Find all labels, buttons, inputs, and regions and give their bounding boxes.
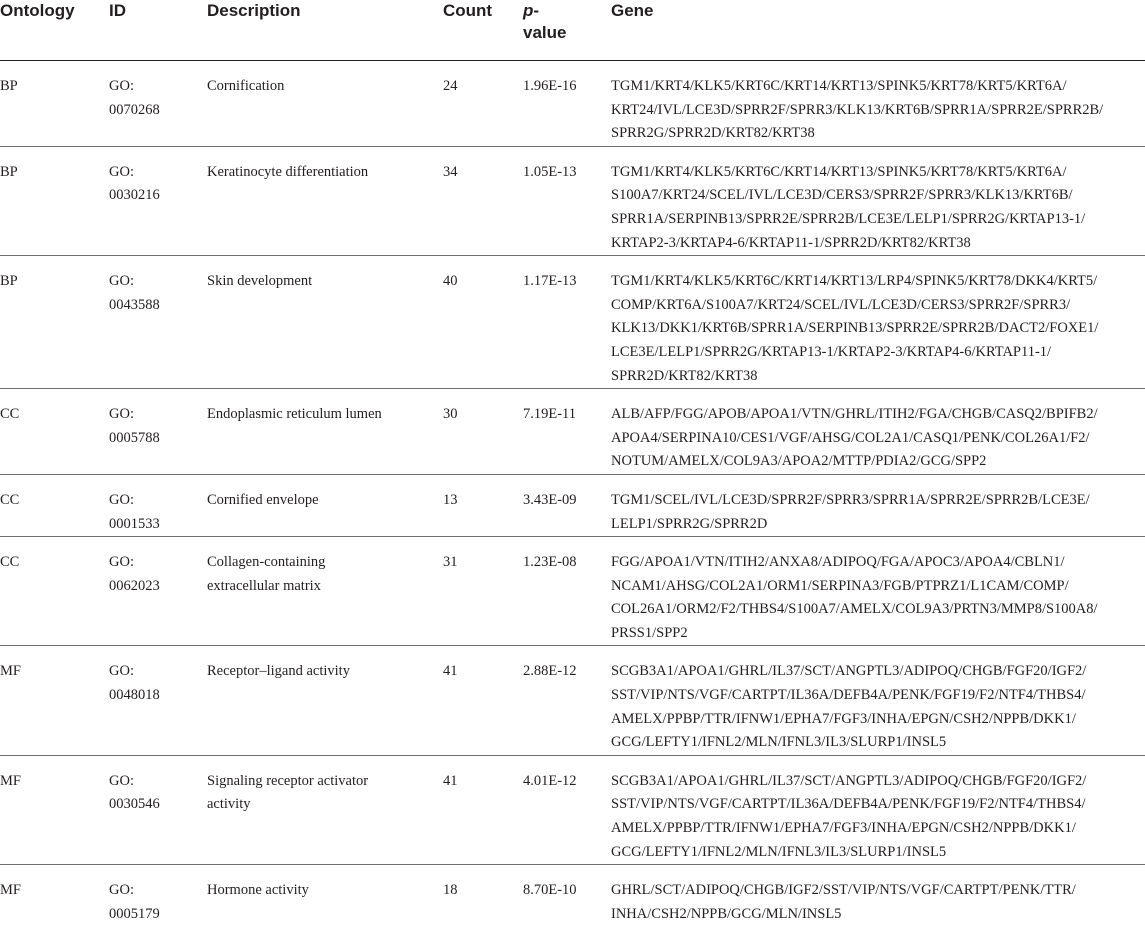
cell-pvalue: 8.70E-10 — [523, 865, 611, 926]
gene-line: KRTAP2-3/KRTAP4-6/KRTAP11-1/SPRR2D/KRT82/KRT38 — [611, 235, 971, 251]
cell-description: Cornification — [207, 61, 443, 147]
gene-line: PRSS1/SPP2 — [611, 625, 688, 641]
header-gene: Gene — [611, 0, 1145, 61]
cell-gene-list — [611, 474, 1145, 536]
description-line: activity — [207, 796, 251, 812]
gene-line: SCGB3A1/APOA1/GHRL/IL37/SCT/ANGPTL3/ADIPOQ/CHGB/FGF20/IGF2/ — [611, 663, 1086, 679]
cell-gene-list — [611, 256, 1145, 389]
header-id: ID — [109, 0, 207, 61]
cell-gene-list — [611, 865, 1145, 926]
cell-pvalue: 1.05E-13 — [523, 146, 611, 255]
gene-line: SST/VIP/NTS/VGF/CARTPT/IL36A/DEFB4A/PENK/FGF19/F2/NTF4/THBS4/ — [611, 687, 1086, 703]
header-row — [0, 0, 1145, 61]
cell-pvalue: 7.19E-11 — [523, 389, 611, 475]
cell-pvalue: 1.17E-13 — [523, 256, 611, 389]
cell-count: 41 — [443, 646, 523, 755]
go-id-number: 0043588 — [109, 297, 160, 313]
table-body — [0, 61, 1145, 926]
cell-description: Skin development — [207, 256, 443, 389]
cell-go-id — [109, 755, 207, 864]
cell-count: 34 — [443, 146, 523, 255]
gene-line: TGM1/KRT4/KLK5/KRT6C/KRT14/KRT13/SPINK5/KRT78/KRT5/KRT6A/ — [611, 78, 1067, 94]
go-id-number: 0030546 — [109, 796, 160, 812]
go-id-number: 0001533 — [109, 516, 160, 532]
table-row — [0, 256, 1145, 389]
gene-line: ALB/AFP/FGG/APOB/APOA1/VTN/GHRL/ITIH2/FGA/CHGB/CASQ2/BPIFB2/ — [611, 406, 1098, 422]
cell-go-id — [109, 865, 207, 926]
cell-description — [207, 755, 443, 864]
gene-line: LELP1/SPRR2G/SPRR2D — [611, 516, 767, 532]
gene-line: TGM1/KRT4/KLK5/KRT6C/KRT14/KRT13/SPINK5/KRT78/KRT5/KRT6A/ — [611, 164, 1067, 180]
cell-pvalue: 3.43E-09 — [523, 474, 611, 536]
cell-gene-list — [611, 146, 1145, 255]
gene-line: TGM1/SCEL/IVL/LCE3D/SPRR2F/SPRR3/SPRR1A/SPRR2E/SPRR2B/LCE3E/ — [611, 492, 1090, 508]
cell-gene-list — [611, 389, 1145, 475]
gene-line: APOA4/SERPINA10/CES1/VGF/AHSG/COL2A1/CASQ1/PENK/COL26A1/F2/ — [611, 430, 1090, 446]
gene-line: AMELX/PPBP/TTR/IFNW1/EPHA7/FGF3/INHA/EPGN/CSH2/NPPB/DKK1/ — [611, 820, 1076, 836]
cell-count: 13 — [443, 474, 523, 536]
cell-pvalue: 4.01E-12 — [523, 755, 611, 864]
header-count: Count — [443, 0, 523, 61]
cell-pvalue: 2.88E-12 — [523, 646, 611, 755]
gene-line: S100A7/KRT24/SCEL/IVL/LCE3D/CERS3/SPRR2F/SPRR3/KLK13/KRT6B/ — [611, 187, 1073, 203]
cell-description: Cornified envelope — [207, 474, 443, 536]
header-ontology: Ontology — [0, 0, 109, 61]
cell-description: Endoplasmic reticulum lumen — [207, 389, 443, 475]
gene-line: KRT24/IVL/LCE3D/SPRR2F/SPRR3/KLK13/KRT6B/SPRR1A/SPRR2E/SPRR2B/ — [611, 102, 1103, 118]
table-row — [0, 646, 1145, 755]
cell-ontology: BP — [0, 146, 109, 255]
gene-line: TGM1/KRT4/KLK5/KRT6C/KRT14/KRT13/LRP4/SPINK5/KRT78/DKK4/KRT5/ — [611, 273, 1097, 289]
cell-ontology: MF — [0, 646, 109, 755]
gene-line: LCE3E/LELP1/SPRR2G/KRTAP13-1/KRTAP2-3/KRTAP4-6/KRTAP11-1/ — [611, 344, 1051, 360]
table-row — [0, 755, 1145, 864]
cell-ontology: MF — [0, 755, 109, 864]
gene-line: COL26A1/ORM2/F2/THBS4/S100A7/AMELX/COL9A3/PRTN3/MMP8/S100A8/ — [611, 601, 1098, 617]
cell-count: 24 — [443, 61, 523, 147]
cell-count: 30 — [443, 389, 523, 475]
table-row — [0, 389, 1145, 475]
gene-line: AMELX/PPBP/TTR/IFNW1/EPHA7/FGF3/INHA/EPGN/CSH2/NPPB/DKK1/ — [611, 711, 1076, 727]
gene-line: NCAM1/AHSG/COL2A1/ORM1/SERPINA3/FGB/PTPRZ1/L1CAM/COMP/ — [611, 578, 1069, 594]
cell-ontology: BP — [0, 256, 109, 389]
gene-line: KLK13/DKK1/KRT6B/SPRR1A/SERPINB13/SPRR2E/SPRR2B/DACT2/FOXE1/ — [611, 320, 1098, 336]
table-row — [0, 537, 1145, 646]
cell-count: 41 — [443, 755, 523, 864]
gene-line: INHA/CSH2/NPPB/GCG/MLN/INSL5 — [611, 906, 841, 922]
go-id-number: 0070268 — [109, 102, 160, 118]
go-id-prefix: GO: — [109, 492, 134, 508]
cell-gene-list — [611, 755, 1145, 864]
go-id-prefix: GO: — [109, 273, 134, 289]
cell-go-id — [109, 389, 207, 475]
cell-go-id — [109, 61, 207, 147]
table-row — [0, 146, 1145, 255]
cell-count: 40 — [443, 256, 523, 389]
cell-ontology: CC — [0, 537, 109, 646]
cell-description — [207, 537, 443, 646]
table-row — [0, 865, 1145, 926]
gene-line: FGG/APOA1/VTN/ITIH2/ANXA8/ADIPOQ/FGA/APOC3/APOA4/CBLN1/ — [611, 554, 1065, 570]
header-pvalue-p: p — [523, 1, 533, 20]
go-id-prefix: GO: — [109, 78, 134, 94]
cell-go-id — [109, 256, 207, 389]
cell-go-id — [109, 474, 207, 536]
header-description: Description — [207, 0, 443, 61]
gene-line: GCG/LEFTY1/IFNL2/MLN/IFNL3/IL3/SLURP1/INSL5 — [611, 734, 946, 750]
cell-go-id — [109, 537, 207, 646]
cell-ontology: MF — [0, 865, 109, 926]
cell-go-id — [109, 646, 207, 755]
cell-ontology: CC — [0, 389, 109, 475]
header-pvalue — [523, 0, 611, 61]
gene-line: SPRR2G/SPRR2D/KRT82/KRT38 — [611, 125, 815, 141]
cell-gene-list — [611, 646, 1145, 755]
go-id-prefix: GO: — [109, 406, 134, 422]
go-id-prefix: GO: — [109, 554, 134, 570]
go-id-prefix: GO: — [109, 882, 134, 898]
table-row — [0, 474, 1145, 536]
cell-description: Receptor–ligand activity — [207, 646, 443, 755]
header-pvalue-word: value — [523, 23, 566, 42]
go-id-prefix: GO: — [109, 164, 134, 180]
header-pvalue-dash: - — [533, 1, 539, 20]
cell-gene-list — [611, 61, 1145, 147]
cell-pvalue: 1.23E-08 — [523, 537, 611, 646]
go-id-number: 0062023 — [109, 578, 160, 594]
cell-ontology: BP — [0, 61, 109, 147]
table-row — [0, 61, 1145, 147]
gene-line: SCGB3A1/APOA1/GHRL/IL37/SCT/ANGPTL3/ADIPOQ/CHGB/FGF20/IGF2/ — [611, 773, 1086, 789]
go-id-number: 0005179 — [109, 906, 160, 922]
gene-line: GCG/LEFTY1/IFNL2/MLN/IFNL3/IL3/SLURP1/INSL5 — [611, 844, 946, 860]
description-line: Signaling receptor activator — [207, 773, 368, 789]
table-header — [0, 0, 1145, 61]
cell-pvalue: 1.96E-16 — [523, 61, 611, 147]
gene-line: GHRL/SCT/ADIPOQ/CHGB/IGF2/SST/VIP/NTS/VGF/CARTPT/PENK/TTR/ — [611, 882, 1076, 898]
description-line: extracellular matrix — [207, 578, 321, 594]
gene-line: SST/VIP/NTS/VGF/CARTPT/IL36A/DEFB4A/PENK/FGF19/F2/NTF4/THBS4/ — [611, 796, 1086, 812]
cell-gene-list — [611, 537, 1145, 646]
go-id-number: 0005788 — [109, 430, 160, 446]
gene-line: NOTUM/AMELX/COL9A3/APOA2/MTTP/PDIA2/GCG/SPP2 — [611, 453, 986, 469]
gene-line: COMP/KRT6A/S100A7/KRT24/SCEL/IVL/LCE3D/CERS3/SPRR2F/SPRR3/ — [611, 297, 1070, 313]
go-id-prefix: GO: — [109, 663, 134, 679]
cell-count: 18 — [443, 865, 523, 926]
cell-description: Keratinocyte differentiation — [207, 146, 443, 255]
cell-description: Hormone activity — [207, 865, 443, 926]
description-line: Collagen-containing — [207, 554, 325, 570]
go-id-prefix: GO: — [109, 773, 134, 789]
cell-go-id — [109, 146, 207, 255]
cell-ontology: CC — [0, 474, 109, 536]
gene-line: SPRR2D/KRT82/KRT38 — [611, 368, 758, 384]
cell-count: 31 — [443, 537, 523, 646]
go-id-number: 0030216 — [109, 187, 160, 203]
gene-line: SPRR1A/SERPINB13/SPRR2E/SPRR2B/LCE3E/LELP1/SPRR2G/KRTAP13-1/ — [611, 211, 1085, 227]
go-id-number: 0048018 — [109, 687, 160, 703]
